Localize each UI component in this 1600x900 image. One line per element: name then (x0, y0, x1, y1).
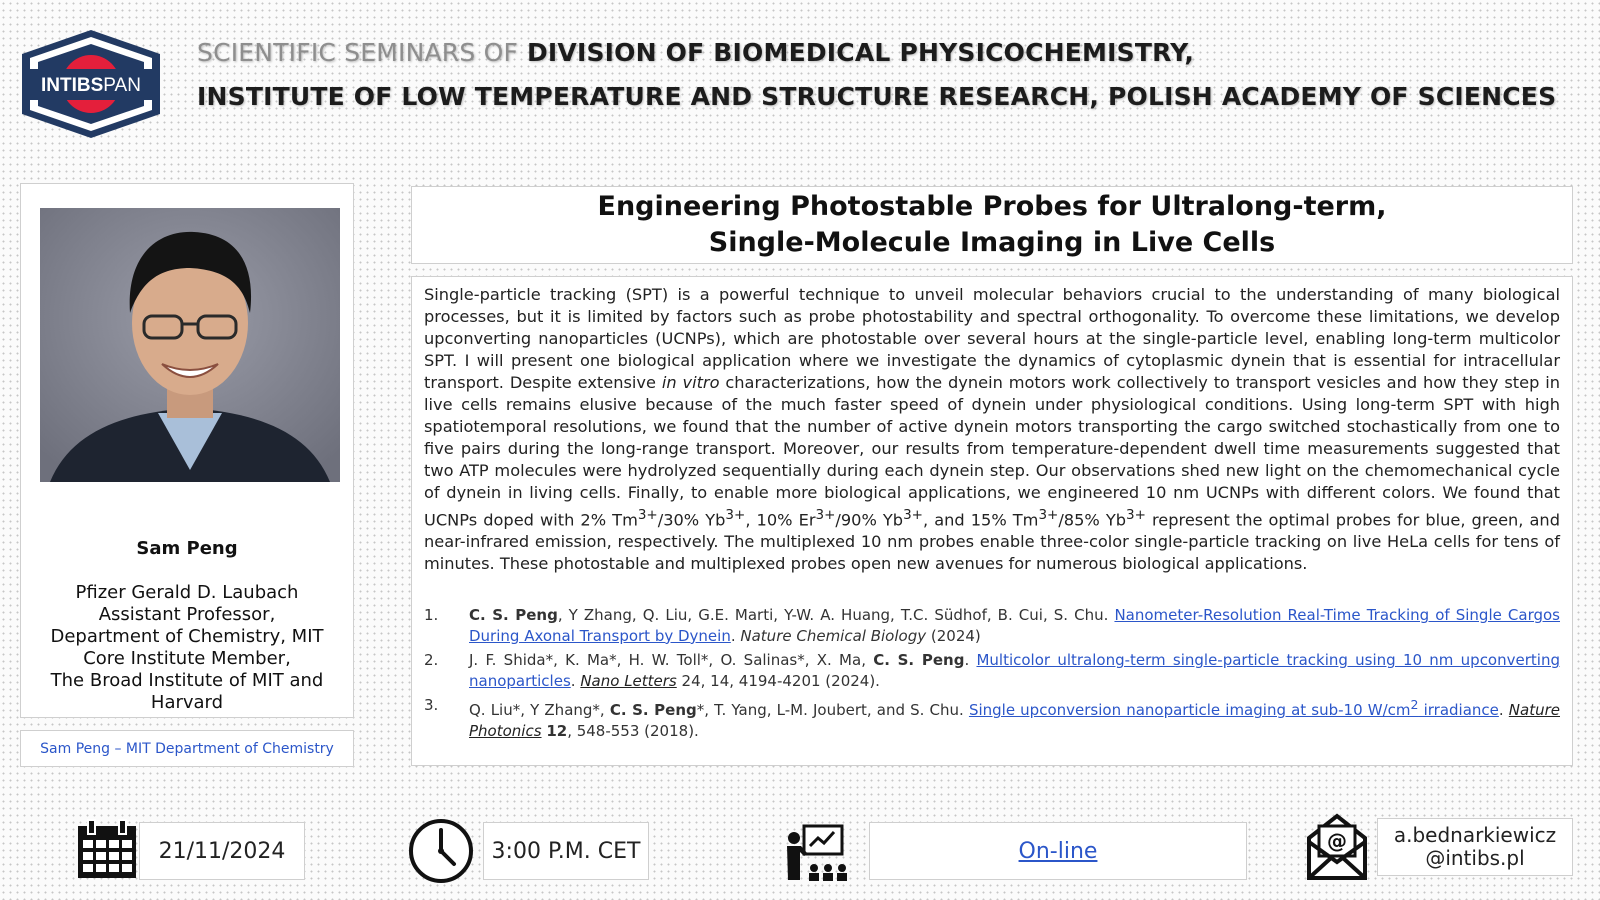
talk-title-line-1: Engineering Photostable Probes for Ultralong-term, (597, 191, 1387, 222)
contact-email[interactable] (1377, 818, 1573, 876)
speaker-profile-link[interactable]: Sam Peng – MIT Department of Chemistry (40, 740, 334, 757)
logo-text-pan: PAN (103, 75, 141, 96)
clock-icon (408, 818, 474, 884)
speaker-card (20, 183, 354, 718)
event-time: 3:00 P.M. CET (483, 822, 649, 880)
header-line-1 (197, 38, 1194, 67)
email-line-2: @intibs.pl (1425, 846, 1525, 870)
online-link[interactable]: On-line (1018, 838, 1098, 864)
abstract-text: Single-particle tracking (SPT) is a powerful technique to unveil molecular behaviors crucial to the understanding of many biological processes, but it is limited by factors such as probe photostability and spectral orthogonality. To overcome these limitations, we develop upconverting nanoparticles (UCNPs), which are photostable over several hours at the single-particle level, enabling long-term multicolor SPT. I will present one biological application where we investigate the dynamics of cytoplasmic dynein that is essential for intracellular transport. Despite extensive in vitro characterizations, how the dynein motors work collectively to transport vesicles and how they step in live cells remains elusive because of the much faster speed of dynein under physiological conditions. Using long-term SPT with high spatiotemporal resolutions, we found that the number of active dynein motors transporting the cargo switched stochastically from one to five pairs during the long-range transport. Moreover, our results from temperature-dependent dwell time measurements suggested that two ATP molecules were hydrolyzed sequentially during each dynein step. Our observations shed new light on the chemomechanical cycle of dynein in living cells. Finally, to enable more biological applications, we engineered 10 nm UCNPs with different colors. We found that UCNPs doped with 2% $Tm^{3+}/30\%$ $Yb^{3+}$, 10% $Er^{3+}/90\%$ $Yb^{3+}$, and 15% $Tm^{3+}/85\%$ $Yb^{3+}$ represent the optimal probes for blue, green, and near-infrared emission, respectively. The multiplexed 10 nm probes enable three-color single-particle tracking on live HeLa cells for tens of minutes. These photostable and multiplexed probes open new avenues for numerous biological applications. (424, 285, 1561, 574)
reference-3-journal[interactable]: Nature Photonics (469, 701, 1560, 740)
abstract-box (411, 276, 1573, 766)
reference-2-link[interactable]: Multicolor ultralong-term single-particle tracking using 10 nm upconverting nanoparticles (469, 651, 1560, 690)
reference-1-link[interactable]: Nanometer-Resolution Real-Time Tracking of Single Cargos During Axonal Transport by Dynein (469, 606, 1560, 645)
logo-text-intibs: INTIBS (41, 75, 104, 96)
speaker-photo (40, 208, 340, 482)
talk-title-box (411, 186, 1573, 264)
presentation-icon (784, 824, 848, 882)
reference-item: 3. Q. Liu*, Y Zhang*, C. S. Peng*, T. Yang, L-M. Joubert, and S. Chu. Single upconversion nanoparticle imaging at sub-10 W/cm$^2$ irradiance. Nature Photonics 12, 548-553 (2018). (424, 696, 1560, 740)
talk-title-line-2: Single-Molecule Imaging in Live Cells (708, 227, 1276, 258)
calendar-icon (76, 818, 138, 880)
svg-text:@: @ (1327, 829, 1347, 853)
svg-text:INTIBSPAN (41, 75, 141, 96)
header-division: DIVISION OF BIOMEDICAL PHYSICOCHEMISTRY, (526, 38, 1195, 67)
reference-item: 1. C. S. Peng, Y Zhang, Q. Liu, G.E. Marti, Y-W. A. Huang, T.C. Südhof, B. Cui, S. Chu. Nanometer-Resolution Real-Time Tracking of Single Cargos During Axonal Transport by Dynein. Nature Chemical Biology (2024) (424, 606, 1560, 645)
header-institute: INSTITUTE OF LOW TEMPERATURE AND STRUCTURE RESEARCH, POLISH ACADEMY OF SCIENCES (197, 82, 1557, 111)
event-mode-box (869, 822, 1247, 880)
reference-3-link[interactable]: Single upconversion nanoparticle imaging at sub-10 W/cm$^2$ irradiance (968, 697, 1499, 720)
header-series-label: SCIENTIFIC SEMINARS OF (197, 38, 519, 67)
references-list (424, 605, 1560, 741)
speaker-link-box (20, 730, 354, 767)
email-line-1: a.bednarkiewicz (1393, 823, 1557, 847)
speaker-affiliation: Pfizer Gerald D. Laubach Assistant Professor, Department of Chemistry, MIT Core Institute Member, The Broad Institute of MIT and Harvard (50, 582, 324, 713)
reference-item: 2. J. F. Shida*, K. Ma*, H. W. Toll*, O. Salinas*, X. Ma, C. S. Peng. Multicolor ultralong-term single-particle tracking using 10 nm upconverting nanoparticles. Nano Letters 24, 14, 4194-4201 (2024). (424, 651, 1560, 690)
speaker-name: Sam Peng (136, 538, 238, 559)
email-icon (1305, 812, 1369, 880)
intibs-pan-logo (18, 28, 164, 140)
event-date: 21/11/2024 (139, 822, 305, 880)
reference-2-journal[interactable]: Nano Letters (580, 671, 677, 690)
